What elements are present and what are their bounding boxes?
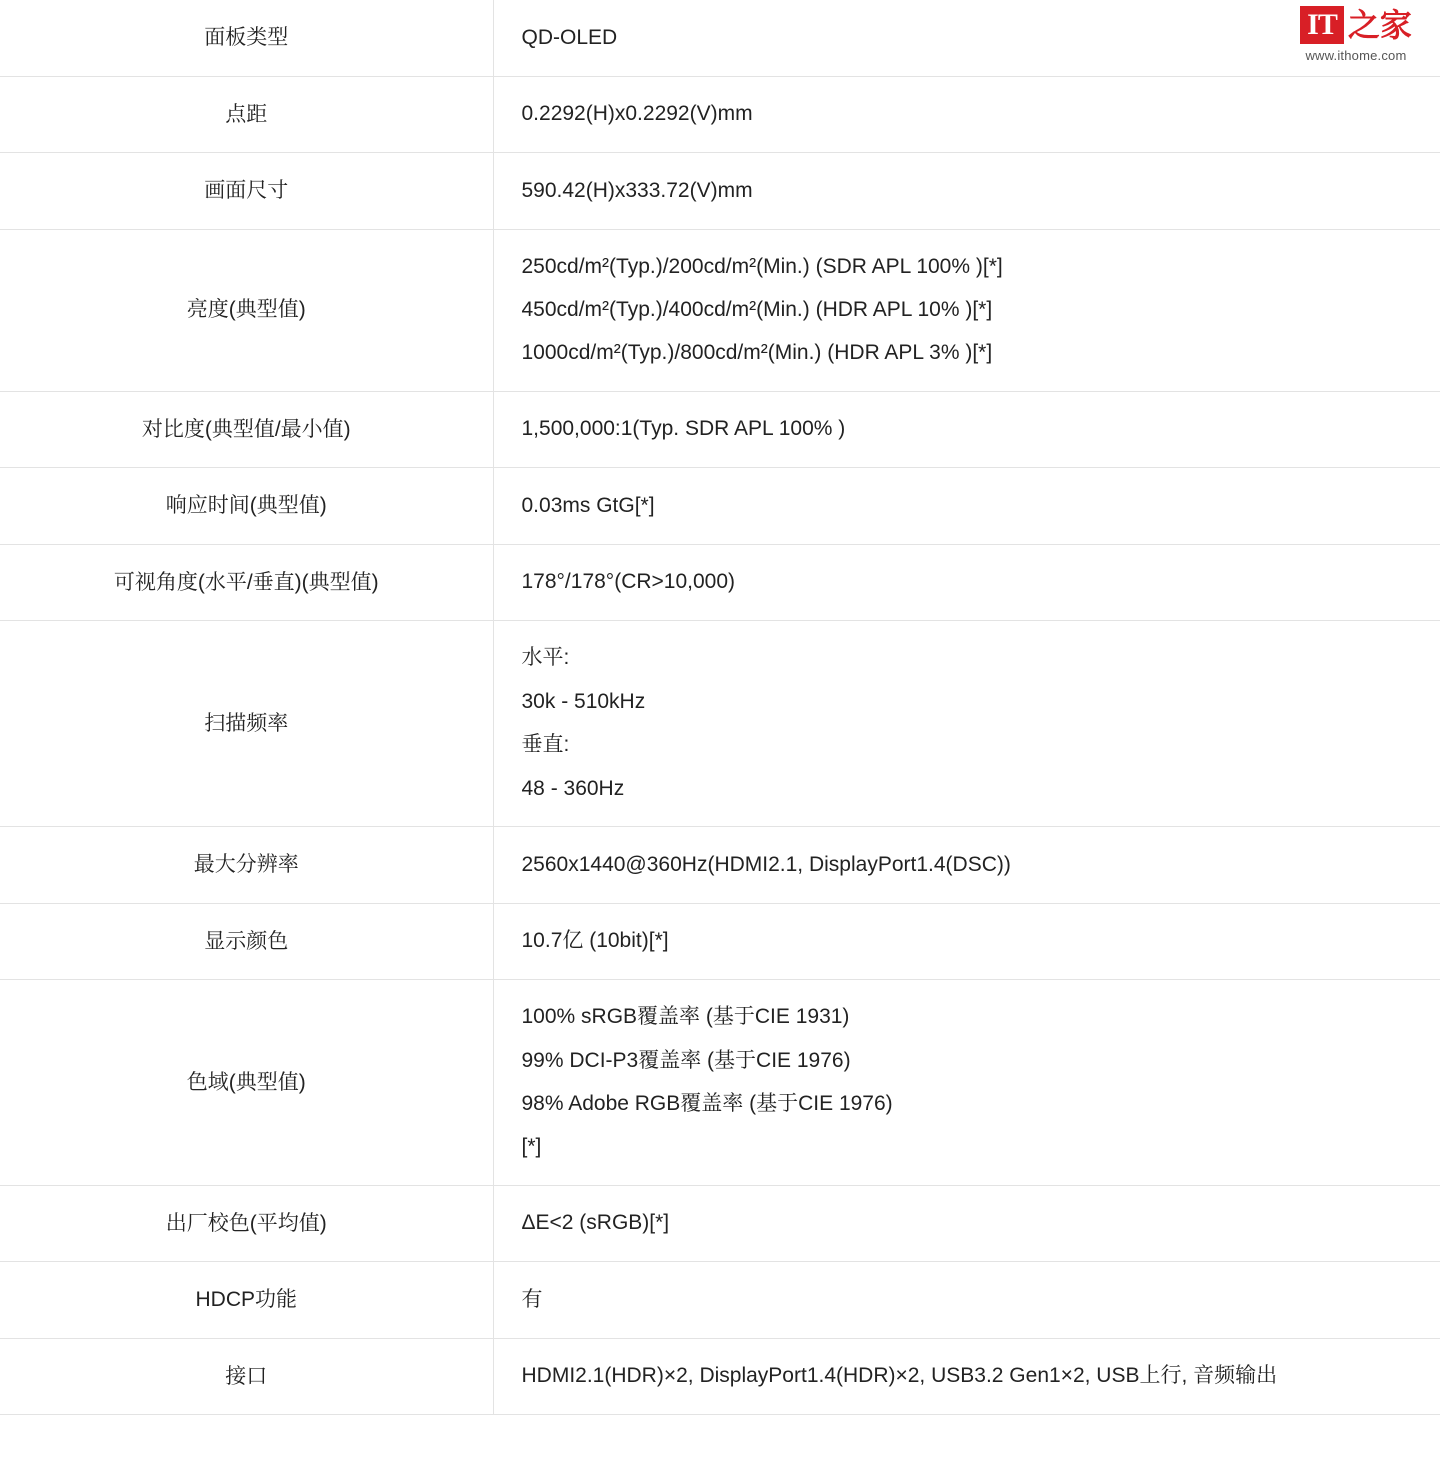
watermark-logo-cn: 之家 [1347, 7, 1412, 43]
spec-value-line: 0.03ms GtG[*] [521, 493, 655, 517]
spec-value-line: ΔE<2 (sRGB)[*] [521, 1211, 670, 1235]
spec-value-line: 30k - 510kHz [521, 689, 646, 713]
spec-label: 最大分辨率 [0, 827, 493, 904]
table-row [0, 1262, 1440, 1339]
spec-value-line: 48 - 360Hz [521, 776, 625, 800]
spec-label: 可视角度(水平/垂直)(典型值) [0, 544, 493, 621]
spec-value-line: 有 [521, 1287, 543, 1311]
spec-value [493, 621, 1440, 827]
watermark-url: www.ithome.com [1305, 48, 1407, 63]
spec-label: 色域(典型值) [0, 980, 493, 1186]
spec-label: 接口 [0, 1338, 493, 1415]
table-row [0, 980, 1440, 1186]
spec-value-line: 垂直: [521, 733, 570, 757]
spec-value [493, 391, 1440, 468]
spec-value-line: 1000cd/m²(Typ.)/800cd/m²(Min.) (HDR APL 3% )[*] [521, 341, 993, 365]
spec-value-line: 250cd/m²(Typ.)/200cd/m²(Min.) (SDR APL 100% )[*] [521, 254, 1003, 278]
table-row [0, 76, 1440, 153]
spec-value [493, 153, 1440, 230]
spec-value-line: 98% Adobe RGB覆盖率 (基于CIE 1976) [521, 1091, 893, 1115]
spec-value-line: 0.2292(H)x0.2292(V)mm [521, 102, 753, 126]
table-row [0, 621, 1440, 827]
table-row [0, 0, 1440, 76]
spec-label: 出厂校色(平均值) [0, 1185, 493, 1262]
spec-value [493, 1185, 1440, 1262]
spec-value [493, 1338, 1440, 1415]
table-row [0, 903, 1440, 980]
spec-label: 点距 [0, 76, 493, 153]
ithome-logo-icon [1300, 6, 1412, 44]
spec-value [493, 903, 1440, 980]
spec-label: 画面尺寸 [0, 153, 493, 230]
spec-value-line: 1,500,000:1(Typ. SDR APL 100% ) [521, 417, 846, 441]
spec-value [493, 76, 1440, 153]
table-row [0, 229, 1440, 391]
spec-label: 响应时间(典型值) [0, 468, 493, 545]
site-watermark [1290, 6, 1422, 65]
spec-value [493, 827, 1440, 904]
spec-value-line: 178°/178°(CR>10,000) [521, 570, 736, 594]
spec-value-line: [*] [521, 1135, 542, 1159]
spec-value-line: 99% DCI-P3覆盖率 (基于CIE 1976) [521, 1048, 851, 1072]
spec-value-line: 水平: [521, 646, 570, 670]
spec-label: HDCP功能 [0, 1262, 493, 1339]
table-row [0, 1185, 1440, 1262]
table-row [0, 827, 1440, 904]
spec-label: 亮度(典型值) [0, 229, 493, 391]
spec-value-line: 2560x1440@360Hz(HDMI2.1, DisplayPort1.4(DSC)) [521, 852, 1011, 876]
spec-value-line: 590.42(H)x333.72(V)mm [521, 178, 753, 202]
spec-value-line: HDMI2.1(HDR)×2, DisplayPort1.4(HDR)×2, USB3.2 Gen1×2, USB上行, 音频输出 [521, 1364, 1278, 1388]
spec-value-line: QD-OLED [521, 25, 618, 49]
spec-value-line: 10.7亿 (10bit)[*] [521, 929, 669, 953]
spec-label: 面板类型 [0, 0, 493, 76]
table-row [0, 391, 1440, 468]
spec-value [493, 544, 1440, 621]
table-row [0, 1338, 1440, 1415]
spec-value [493, 229, 1440, 391]
watermark-logo-text: IT [1300, 6, 1344, 44]
spec-value [493, 468, 1440, 545]
table-row [0, 544, 1440, 621]
spec-value-line: 100% sRGB覆盖率 (基于CIE 1931) [521, 1005, 850, 1029]
spec-value-line: 450cd/m²(Typ.)/400cd/m²(Min.) (HDR APL 10% )[*] [521, 297, 993, 321]
table-row [0, 153, 1440, 230]
spec-label: 扫描频率 [0, 621, 493, 827]
spec-label: 对比度(典型值/最小值) [0, 391, 493, 468]
spec-value [493, 980, 1440, 1186]
spec-label: 显示颜色 [0, 903, 493, 980]
table-row [0, 468, 1440, 545]
spec-value [493, 1262, 1440, 1339]
